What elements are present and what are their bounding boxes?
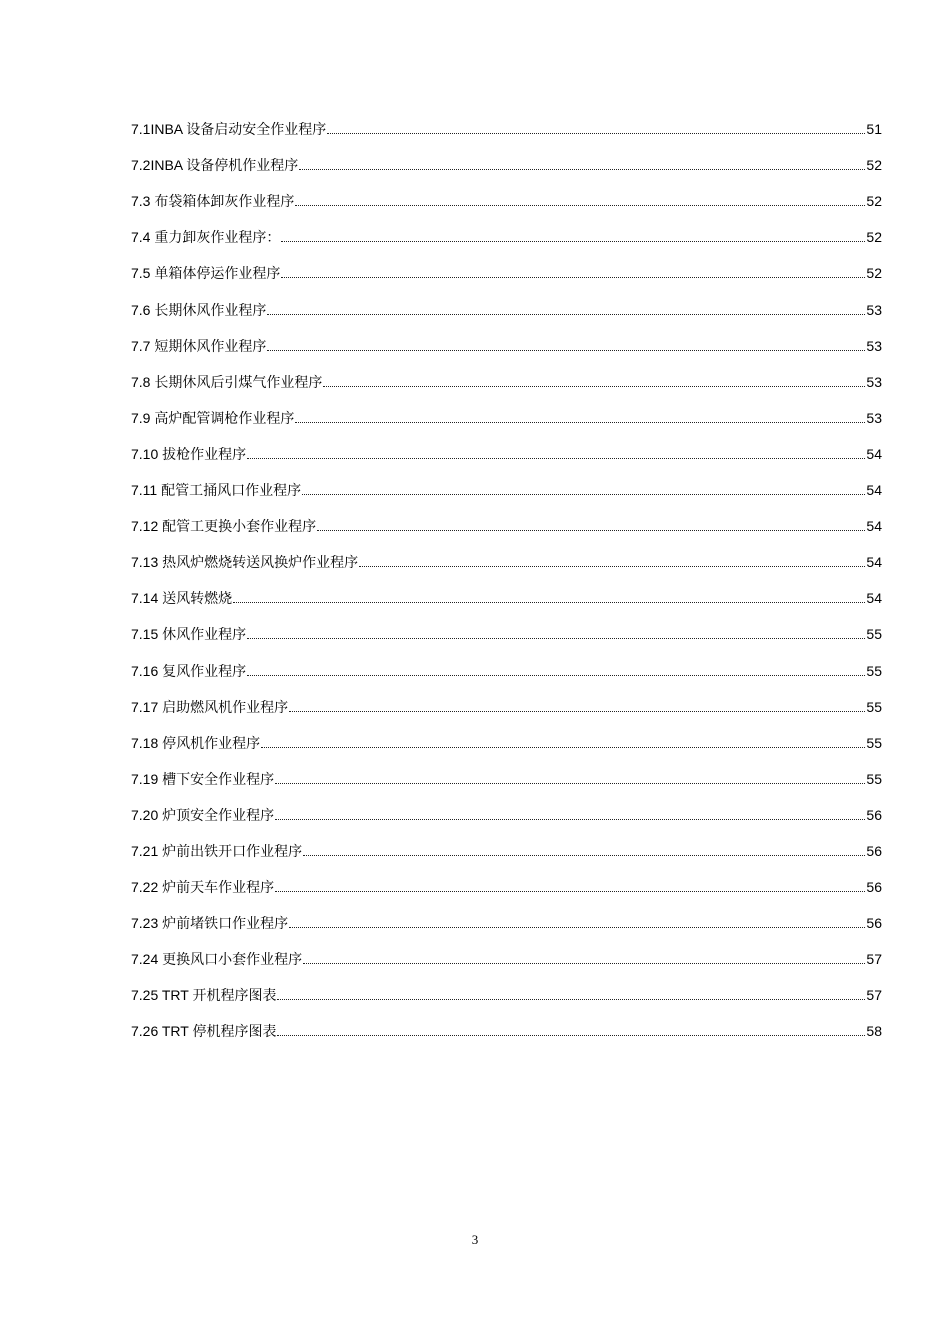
toc-entry-page: 53	[866, 337, 882, 354]
toc-entry-page: 54	[866, 482, 882, 499]
toc-entry[interactable]	[131, 282, 882, 318]
toc-dot-leader	[289, 711, 865, 712]
toc-entry[interactable]	[131, 716, 882, 752]
toc-entry[interactable]	[131, 1004, 882, 1040]
toc-entry-title: 7.4 重力卸灰作业程序：	[131, 229, 281, 246]
toc-dot-leader	[233, 602, 865, 603]
toc-dot-leader	[261, 747, 865, 748]
toc-dot-leader	[302, 494, 865, 495]
toc-entry-title: 7.1INBA 设备启动安全作业程序	[131, 121, 327, 138]
toc-entry[interactable]	[131, 535, 882, 571]
toc-dot-leader	[303, 855, 865, 856]
toc-entry[interactable]	[131, 680, 882, 716]
toc-entry[interactable]	[131, 246, 882, 282]
toc-entry-page: 55	[866, 626, 882, 643]
toc-entry[interactable]	[131, 824, 882, 860]
toc-entry-page: 55	[866, 770, 882, 787]
toc-dot-leader	[275, 891, 865, 892]
toc-entry-title: 7.11 配管工捅风口作业程序	[131, 482, 302, 499]
toc-entry-page: 56	[866, 879, 882, 896]
toc-entry[interactable]	[131, 788, 882, 824]
toc-entry[interactable]	[131, 571, 882, 607]
table-of-contents	[131, 102, 882, 1040]
toc-entry[interactable]	[131, 319, 882, 355]
toc-entry[interactable]	[131, 932, 882, 968]
toc-entry[interactable]	[131, 355, 882, 391]
toc-entry[interactable]	[131, 463, 882, 499]
toc-entry[interactable]	[131, 174, 882, 210]
toc-entry-page: 51	[866, 121, 882, 138]
toc-entry-title: 7.22 炉前天车作业程序	[131, 879, 275, 896]
toc-entry-page: 57	[866, 951, 882, 968]
toc-entry-page: 57	[866, 987, 882, 1004]
toc-entry-title: 7.15 休风作业程序	[131, 626, 247, 643]
toc-entry-page: 52	[866, 265, 882, 282]
toc-dot-leader	[323, 386, 865, 387]
toc-dot-leader	[267, 350, 865, 351]
toc-entry-page: 54	[866, 590, 882, 607]
toc-dot-leader	[275, 819, 865, 820]
toc-entry-title: 7.5 单箱体停运作业程序	[131, 265, 281, 282]
toc-entry-title: 7.17 启助燃风机作业程序	[131, 698, 289, 715]
toc-entry-page: 56	[866, 915, 882, 932]
toc-entry-page: 55	[866, 698, 882, 715]
toc-dot-leader	[247, 675, 865, 676]
toc-entry-title: 7.7 短期休风作业程序	[131, 337, 267, 354]
toc-entry-title: 7.25 TRT 开机程序图表	[131, 987, 277, 1004]
toc-entry-title: 7.18 停风机作业程序	[131, 734, 261, 751]
toc-entry[interactable]	[131, 860, 882, 896]
toc-entry[interactable]	[131, 427, 882, 463]
toc-entry-title: 7.10 拔枪作业程序	[131, 445, 247, 462]
toc-entry-page: 52	[866, 157, 882, 174]
toc-dot-leader	[277, 1035, 865, 1036]
toc-entry-page: 52	[866, 193, 882, 210]
toc-entry[interactable]	[131, 968, 882, 1004]
toc-dot-leader	[327, 133, 865, 134]
toc-entry-title: 7.13 热风炉燃烧转送风换炉作业程序	[131, 554, 359, 571]
toc-entry[interactable]	[131, 210, 882, 246]
toc-entry-page: 56	[866, 806, 882, 823]
toc-entry-page: 55	[866, 662, 882, 679]
toc-entry-title: 7.14 送风转燃烧	[131, 590, 233, 607]
toc-dot-leader	[247, 638, 865, 639]
toc-dot-leader	[295, 422, 865, 423]
toc-entry[interactable]	[131, 391, 882, 427]
toc-entry[interactable]	[131, 752, 882, 788]
toc-entry-page: 52	[866, 229, 882, 246]
toc-entry[interactable]	[131, 499, 882, 535]
toc-entry-title: 7.9 高炉配管调枪作业程序	[131, 409, 295, 426]
toc-dot-leader	[281, 277, 865, 278]
toc-dot-leader	[359, 566, 865, 567]
toc-entry[interactable]	[131, 643, 882, 679]
toc-dot-leader	[247, 458, 865, 459]
toc-dot-leader	[317, 530, 865, 531]
toc-entry-title: 7.2INBA 设备停机作业程序	[131, 157, 299, 174]
toc-entry-title: 7.23 炉前堵铁口作业程序	[131, 915, 289, 932]
toc-entry-title: 7.24 更换风口小套作业程序	[131, 951, 303, 968]
toc-dot-leader	[277, 999, 865, 1000]
toc-dot-leader	[303, 963, 865, 964]
toc-entry[interactable]	[131, 102, 882, 138]
toc-dot-leader	[299, 169, 865, 170]
toc-entry-page: 56	[866, 842, 882, 859]
toc-entry-page: 54	[866, 554, 882, 571]
toc-dot-leader	[295, 205, 865, 206]
toc-entry-title: 7.3 布袋箱体卸灰作业程序	[131, 193, 295, 210]
toc-entry-title: 7.26 TRT 停机程序图表	[131, 1023, 277, 1040]
toc-entry-title: 7.6 长期休风作业程序	[131, 301, 267, 318]
toc-dot-leader	[275, 783, 865, 784]
toc-entry-title: 7.16 复风作业程序	[131, 662, 247, 679]
toc-entry-title: 7.20 炉顶安全作业程序	[131, 806, 275, 823]
toc-entry-page: 53	[866, 409, 882, 426]
toc-entry-title: 7.21 炉前出铁开口作业程序	[131, 842, 303, 859]
toc-entry-page: 54	[866, 445, 882, 462]
toc-dot-leader	[289, 927, 865, 928]
toc-entry[interactable]	[131, 896, 882, 932]
toc-entry-title: 7.12 配管工更换小套作业程序	[131, 518, 317, 535]
toc-dot-leader	[267, 314, 865, 315]
toc-entry-title: 7.8 长期休风后引煤气作业程序	[131, 373, 323, 390]
page-number: 3	[471, 1232, 479, 1247]
toc-dot-leader	[281, 241, 865, 242]
toc-entry-title: 7.19 槽下安全作业程序	[131, 770, 275, 787]
toc-entry[interactable]	[131, 607, 882, 643]
toc-entry-page: 53	[866, 301, 882, 318]
toc-entry[interactable]	[131, 138, 882, 174]
toc-entry-page: 55	[866, 734, 882, 751]
toc-entry-page: 58	[866, 1023, 882, 1040]
toc-entry-page: 53	[866, 373, 882, 390]
toc-entry-page: 54	[866, 518, 882, 535]
